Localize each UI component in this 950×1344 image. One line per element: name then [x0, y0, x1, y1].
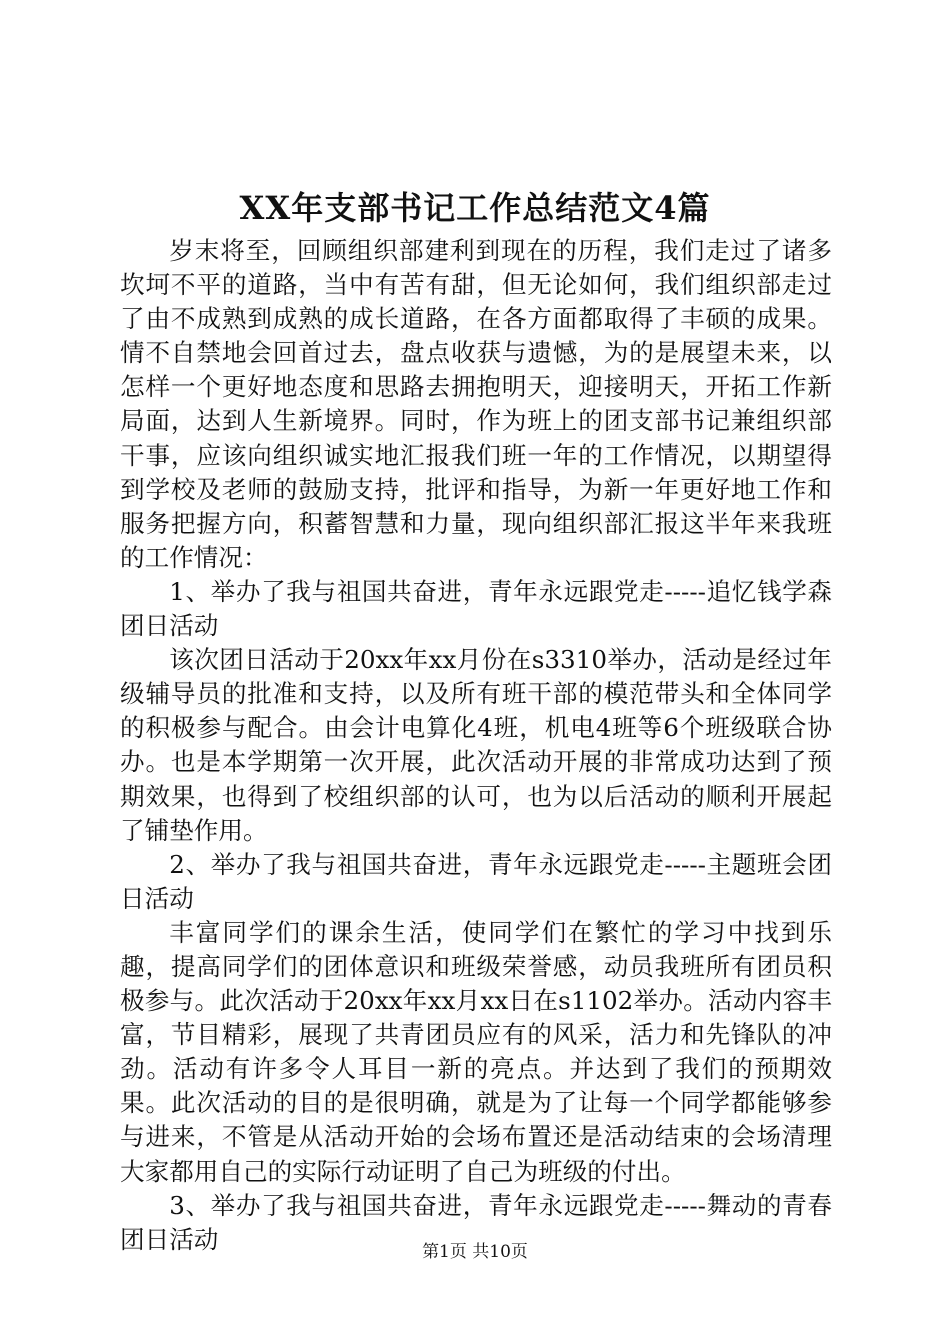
paragraph-section-1: 该次团日活动于20xx年xx月份在s3310举办，活动是经过年级辅导员的批准和支持，以及所有班干部的模范带头和全体同学的积极参与配合。由会计电算化4班，机电4班等6个班级联合协办。也是本学期第一次开展，此次活动开展的非常成功达到了预期效果，也得到了校组织部的认可，也为以后活动的顺利开展起了铺垫作用。: [120, 645, 832, 845]
section-heading-1: 1、举办了我与祖国共奋进，青年永远跟党走-----追忆钱学森团日活动: [120, 576, 832, 641]
paragraph-intro: 岁末将至，回顾组织部建利到现在的历程，我们走过了诸多坎坷不平的道路，当中有苦有甜，但无论如何，我们组织部走过了由不成熟到成熟的成长道路，在各方面都取得了丰硕的成果。情不自禁地会回首过去，盘点收获与遗憾，为的是展望未来，以怎样一个更好地态度和思路去拥抱明天，迎接明天，开拓工作新局面，达到人生新境界。同时，作为班上的团支部书记兼组织部干事，应该向组织诚实地汇报我们班一年的工作情况，以期望得到学校及老师的鼓励支持，批评和指导，为新一年更好地工作和服务把握方向，积蓄智慧和力量，现向组织部汇报这半年来我班的工作情况：: [120, 236, 832, 572]
section-heading-3: 3、举办了我与祖国共奋进，青年永远跟党走-----舞动的青春团日活动: [120, 1190, 832, 1254]
page-footer: 第1页 共10页: [422, 1242, 528, 1262]
document-title: XX年支部书记工作总结范文4篇: [239, 189, 711, 227]
section-heading-2: 2、举办了我与祖国共奋进，青年永远跟党走-----主题班会团日活动: [120, 849, 832, 913]
document-body: [120, 234, 832, 1257]
paragraph-section-2: 丰富同学们的课余生活，使同学们在繁忙的学习中找到乐趣，提高同学们的团体意识和班级荣誉感，动员我班所有团员积极参与。此次活动于20xx年xx月xx日在s1102举办。活动内容丰富，节目精彩，展现了共青团员应有的风采，活力和先锋队的冲劲。活动有许多令人耳目一新的亮点。并达到了我们的预期效果。此次活动的目的是很明确，就是为了让每一个同学都能够参与进来，不管是从活动开始的会场布置还是活动结束的会场清理大家都用自己的实际行动证明了自己为班级的付出。: [120, 917, 832, 1186]
